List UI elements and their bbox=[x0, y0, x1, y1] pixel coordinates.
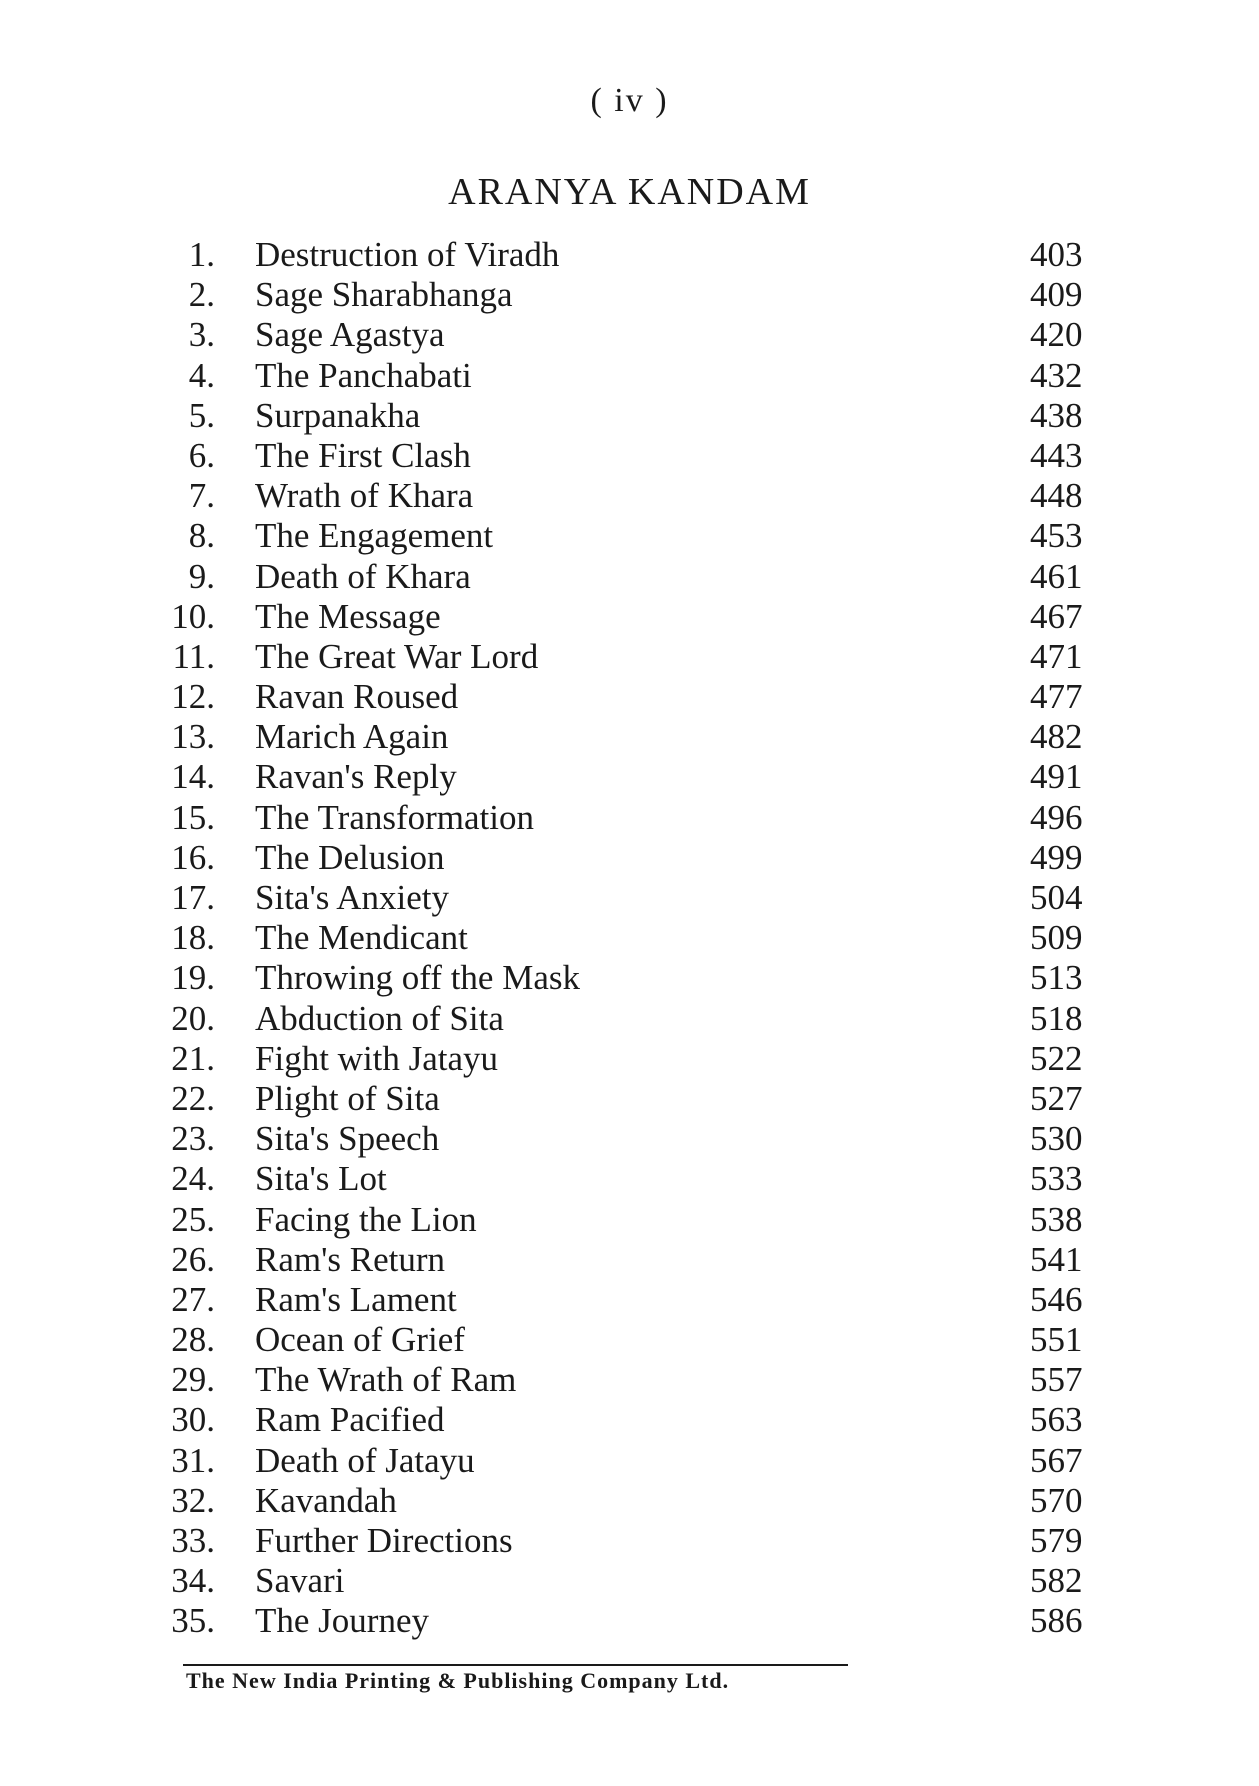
toc-number: 17. bbox=[171, 878, 215, 917]
toc-number: 7. bbox=[188, 476, 215, 516]
toc-number: 32. bbox=[171, 1480, 215, 1520]
toc-title: The Wrath of Ram bbox=[255, 1360, 517, 1400]
toc-title: Wrath of Khara bbox=[255, 476, 474, 516]
toc-row-23 bbox=[0, 1119, 1259, 1159]
toc-title: Plight of Sita bbox=[255, 1078, 440, 1118]
toc-page: 541 bbox=[1030, 1239, 1083, 1279]
toc-page: 509 bbox=[1030, 918, 1083, 958]
toc-number: 14. bbox=[171, 757, 215, 797]
toc-page: 420 bbox=[1030, 315, 1083, 355]
toc-number: 34. bbox=[171, 1561, 215, 1601]
toc-page: 513 bbox=[1030, 958, 1083, 998]
toc-title: Abduction of Sita bbox=[255, 998, 504, 1038]
toc-page: 477 bbox=[1030, 677, 1083, 717]
toc-row-21 bbox=[0, 1039, 1259, 1079]
toc-number: 26. bbox=[171, 1239, 215, 1279]
toc-number: 4. bbox=[188, 355, 215, 395]
toc-title: Death of Jatayu bbox=[255, 1440, 475, 1480]
toc-title: The Message bbox=[255, 596, 441, 636]
toc-page: 557 bbox=[1030, 1360, 1083, 1400]
toc-number: 9. bbox=[188, 556, 215, 596]
toc-title: The Engagement bbox=[255, 516, 494, 556]
toc-title: The Panchabati bbox=[255, 355, 472, 395]
toc-number: 25. bbox=[171, 1199, 215, 1239]
toc-page: 518 bbox=[1030, 998, 1083, 1038]
toc-title: Kavandah bbox=[255, 1480, 397, 1520]
toc-title: The Transformation bbox=[255, 797, 535, 837]
toc-title: Sita's Speech bbox=[255, 1119, 440, 1159]
toc-title: Ocean of Grief bbox=[255, 1320, 465, 1360]
toc-page: 563 bbox=[1030, 1400, 1083, 1440]
toc-row-2 bbox=[0, 275, 1259, 315]
toc-title: Savari bbox=[255, 1561, 345, 1601]
toc-title: Ravan's Reply bbox=[255, 757, 457, 797]
toc-title: Sita's Anxiety bbox=[255, 878, 449, 917]
toc-page: 443 bbox=[1030, 435, 1083, 475]
toc-number: 1. bbox=[188, 235, 215, 274]
toc-page: 453 bbox=[1030, 516, 1083, 556]
toc-page: 538 bbox=[1030, 1199, 1083, 1239]
toc-number: 21. bbox=[171, 1038, 215, 1078]
publisher-imprint: The New India Printing & Publishing Company Ltd. bbox=[186, 1668, 730, 1693]
toc-number: 27. bbox=[171, 1279, 215, 1319]
toc-row-3 bbox=[0, 315, 1259, 355]
toc-number: 8. bbox=[188, 516, 215, 556]
toc-row-26 bbox=[0, 1240, 1259, 1280]
toc-number: 18. bbox=[171, 918, 215, 958]
page-number: ( iv ) bbox=[590, 82, 669, 119]
toc-title: Facing the Lion bbox=[255, 1199, 477, 1239]
toc-row-12 bbox=[0, 677, 1259, 717]
toc-number: 5. bbox=[188, 395, 215, 435]
toc-row-31 bbox=[0, 1441, 1259, 1481]
toc-title: Ram's Lament bbox=[255, 1279, 457, 1319]
toc-page: 499 bbox=[1030, 837, 1083, 877]
toc-number: 31. bbox=[171, 1440, 215, 1480]
toc-row-10 bbox=[0, 597, 1259, 637]
toc-row-22 bbox=[0, 1079, 1259, 1119]
footer-rule bbox=[183, 1664, 848, 1666]
toc-page: 432 bbox=[1030, 355, 1083, 395]
toc-row-33 bbox=[0, 1521, 1259, 1561]
toc-page: 579 bbox=[1030, 1521, 1083, 1560]
toc-row-9 bbox=[0, 557, 1259, 597]
toc-page: 438 bbox=[1030, 395, 1083, 435]
toc-title: Surpanakha bbox=[255, 395, 421, 435]
toc-row-16 bbox=[0, 838, 1259, 878]
toc-page: 482 bbox=[1030, 717, 1083, 757]
toc-row-20 bbox=[0, 999, 1259, 1039]
toc-number: 22. bbox=[171, 1078, 215, 1118]
toc-title: Destruction of Viradh bbox=[255, 235, 560, 274]
toc-row-5 bbox=[0, 396, 1259, 436]
toc-row-35 bbox=[0, 1601, 1259, 1641]
toc-title: Further Directions bbox=[255, 1521, 513, 1560]
toc-page: 496 bbox=[1030, 797, 1083, 837]
toc-row-1 bbox=[0, 235, 1259, 275]
toc-number: 12. bbox=[171, 677, 215, 717]
toc-page: 409 bbox=[1030, 275, 1083, 315]
toc-number: 15. bbox=[171, 797, 215, 837]
toc-row-7 bbox=[0, 476, 1259, 516]
toc-number: 13. bbox=[171, 717, 215, 757]
toc-row-18 bbox=[0, 918, 1259, 958]
toc-title: The First Clash bbox=[255, 435, 471, 475]
toc-page: 527 bbox=[1030, 1078, 1083, 1118]
toc-row-29 bbox=[0, 1360, 1259, 1400]
toc-page: 530 bbox=[1030, 1119, 1083, 1159]
toc-page: 522 bbox=[1030, 1038, 1083, 1078]
toc-title: Sita's Lot bbox=[255, 1159, 387, 1199]
toc-number: 29. bbox=[171, 1360, 215, 1400]
toc-page: 403 bbox=[1030, 235, 1083, 274]
toc-title: Sage Sharabhanga bbox=[255, 275, 513, 315]
toc-number: 35. bbox=[171, 1601, 215, 1641]
toc-page: 582 bbox=[1030, 1561, 1083, 1601]
toc-page: 448 bbox=[1030, 476, 1083, 516]
toc-row-11 bbox=[0, 637, 1259, 677]
toc-page: 467 bbox=[1030, 596, 1083, 636]
toc-row-32 bbox=[0, 1481, 1259, 1521]
toc-page: 471 bbox=[1030, 636, 1083, 676]
toc-row-27 bbox=[0, 1280, 1259, 1320]
toc-number: 3. bbox=[188, 315, 215, 355]
toc-page: 546 bbox=[1030, 1279, 1083, 1319]
toc-number: 19. bbox=[171, 958, 215, 998]
toc-title: Marich Again bbox=[255, 717, 449, 757]
table-of-contents bbox=[0, 235, 1259, 1642]
toc-page: 567 bbox=[1030, 1440, 1083, 1480]
toc-number: 23. bbox=[171, 1119, 215, 1159]
toc-title: The Great War Lord bbox=[255, 636, 539, 676]
toc-title: The Delusion bbox=[255, 837, 445, 877]
toc-number: 6. bbox=[188, 435, 215, 475]
toc-row-4 bbox=[0, 356, 1259, 396]
toc-row-8 bbox=[0, 516, 1259, 556]
toc-title: The Journey bbox=[255, 1601, 429, 1641]
toc-page: 551 bbox=[1030, 1320, 1083, 1360]
toc-page: 570 bbox=[1030, 1480, 1083, 1520]
toc-row-15 bbox=[0, 798, 1259, 838]
toc-title: Throwing off the Mask bbox=[255, 958, 580, 998]
toc-number: 16. bbox=[171, 837, 215, 877]
toc-page: 461 bbox=[1030, 556, 1083, 596]
toc-number: 20. bbox=[171, 998, 215, 1038]
toc-row-25 bbox=[0, 1200, 1259, 1240]
toc-row-6 bbox=[0, 436, 1259, 476]
toc-title: Ravan Roused bbox=[255, 677, 459, 717]
toc-number: 28. bbox=[171, 1320, 215, 1360]
toc-row-17 bbox=[0, 878, 1259, 918]
section-title: ARANYA KANDAM bbox=[448, 171, 811, 213]
toc-row-30 bbox=[0, 1400, 1259, 1440]
toc-number: 2. bbox=[188, 275, 215, 315]
toc-number: 10. bbox=[171, 596, 215, 636]
toc-page: 586 bbox=[1030, 1601, 1083, 1641]
toc-title: Ram's Return bbox=[255, 1239, 446, 1279]
toc-number: 30. bbox=[171, 1400, 215, 1440]
toc-page: 533 bbox=[1030, 1159, 1083, 1199]
toc-row-19 bbox=[0, 958, 1259, 998]
toc-row-34 bbox=[0, 1561, 1259, 1601]
toc-title: The Mendicant bbox=[255, 918, 468, 958]
toc-number: 24. bbox=[171, 1159, 215, 1199]
toc-row-13 bbox=[0, 717, 1259, 757]
toc-title: Fight with Jatayu bbox=[255, 1038, 499, 1078]
toc-row-28 bbox=[0, 1320, 1259, 1360]
toc-title: Sage Agastya bbox=[255, 315, 445, 355]
toc-number: 11. bbox=[172, 636, 215, 676]
toc-page: 491 bbox=[1030, 757, 1083, 797]
toc-title: Ram Pacified bbox=[255, 1400, 445, 1440]
toc-page: 504 bbox=[1030, 878, 1083, 917]
toc-title: Death of Khara bbox=[255, 556, 471, 596]
toc-row-14 bbox=[0, 757, 1259, 797]
toc-number: 33. bbox=[171, 1521, 215, 1560]
toc-row-24 bbox=[0, 1159, 1259, 1199]
